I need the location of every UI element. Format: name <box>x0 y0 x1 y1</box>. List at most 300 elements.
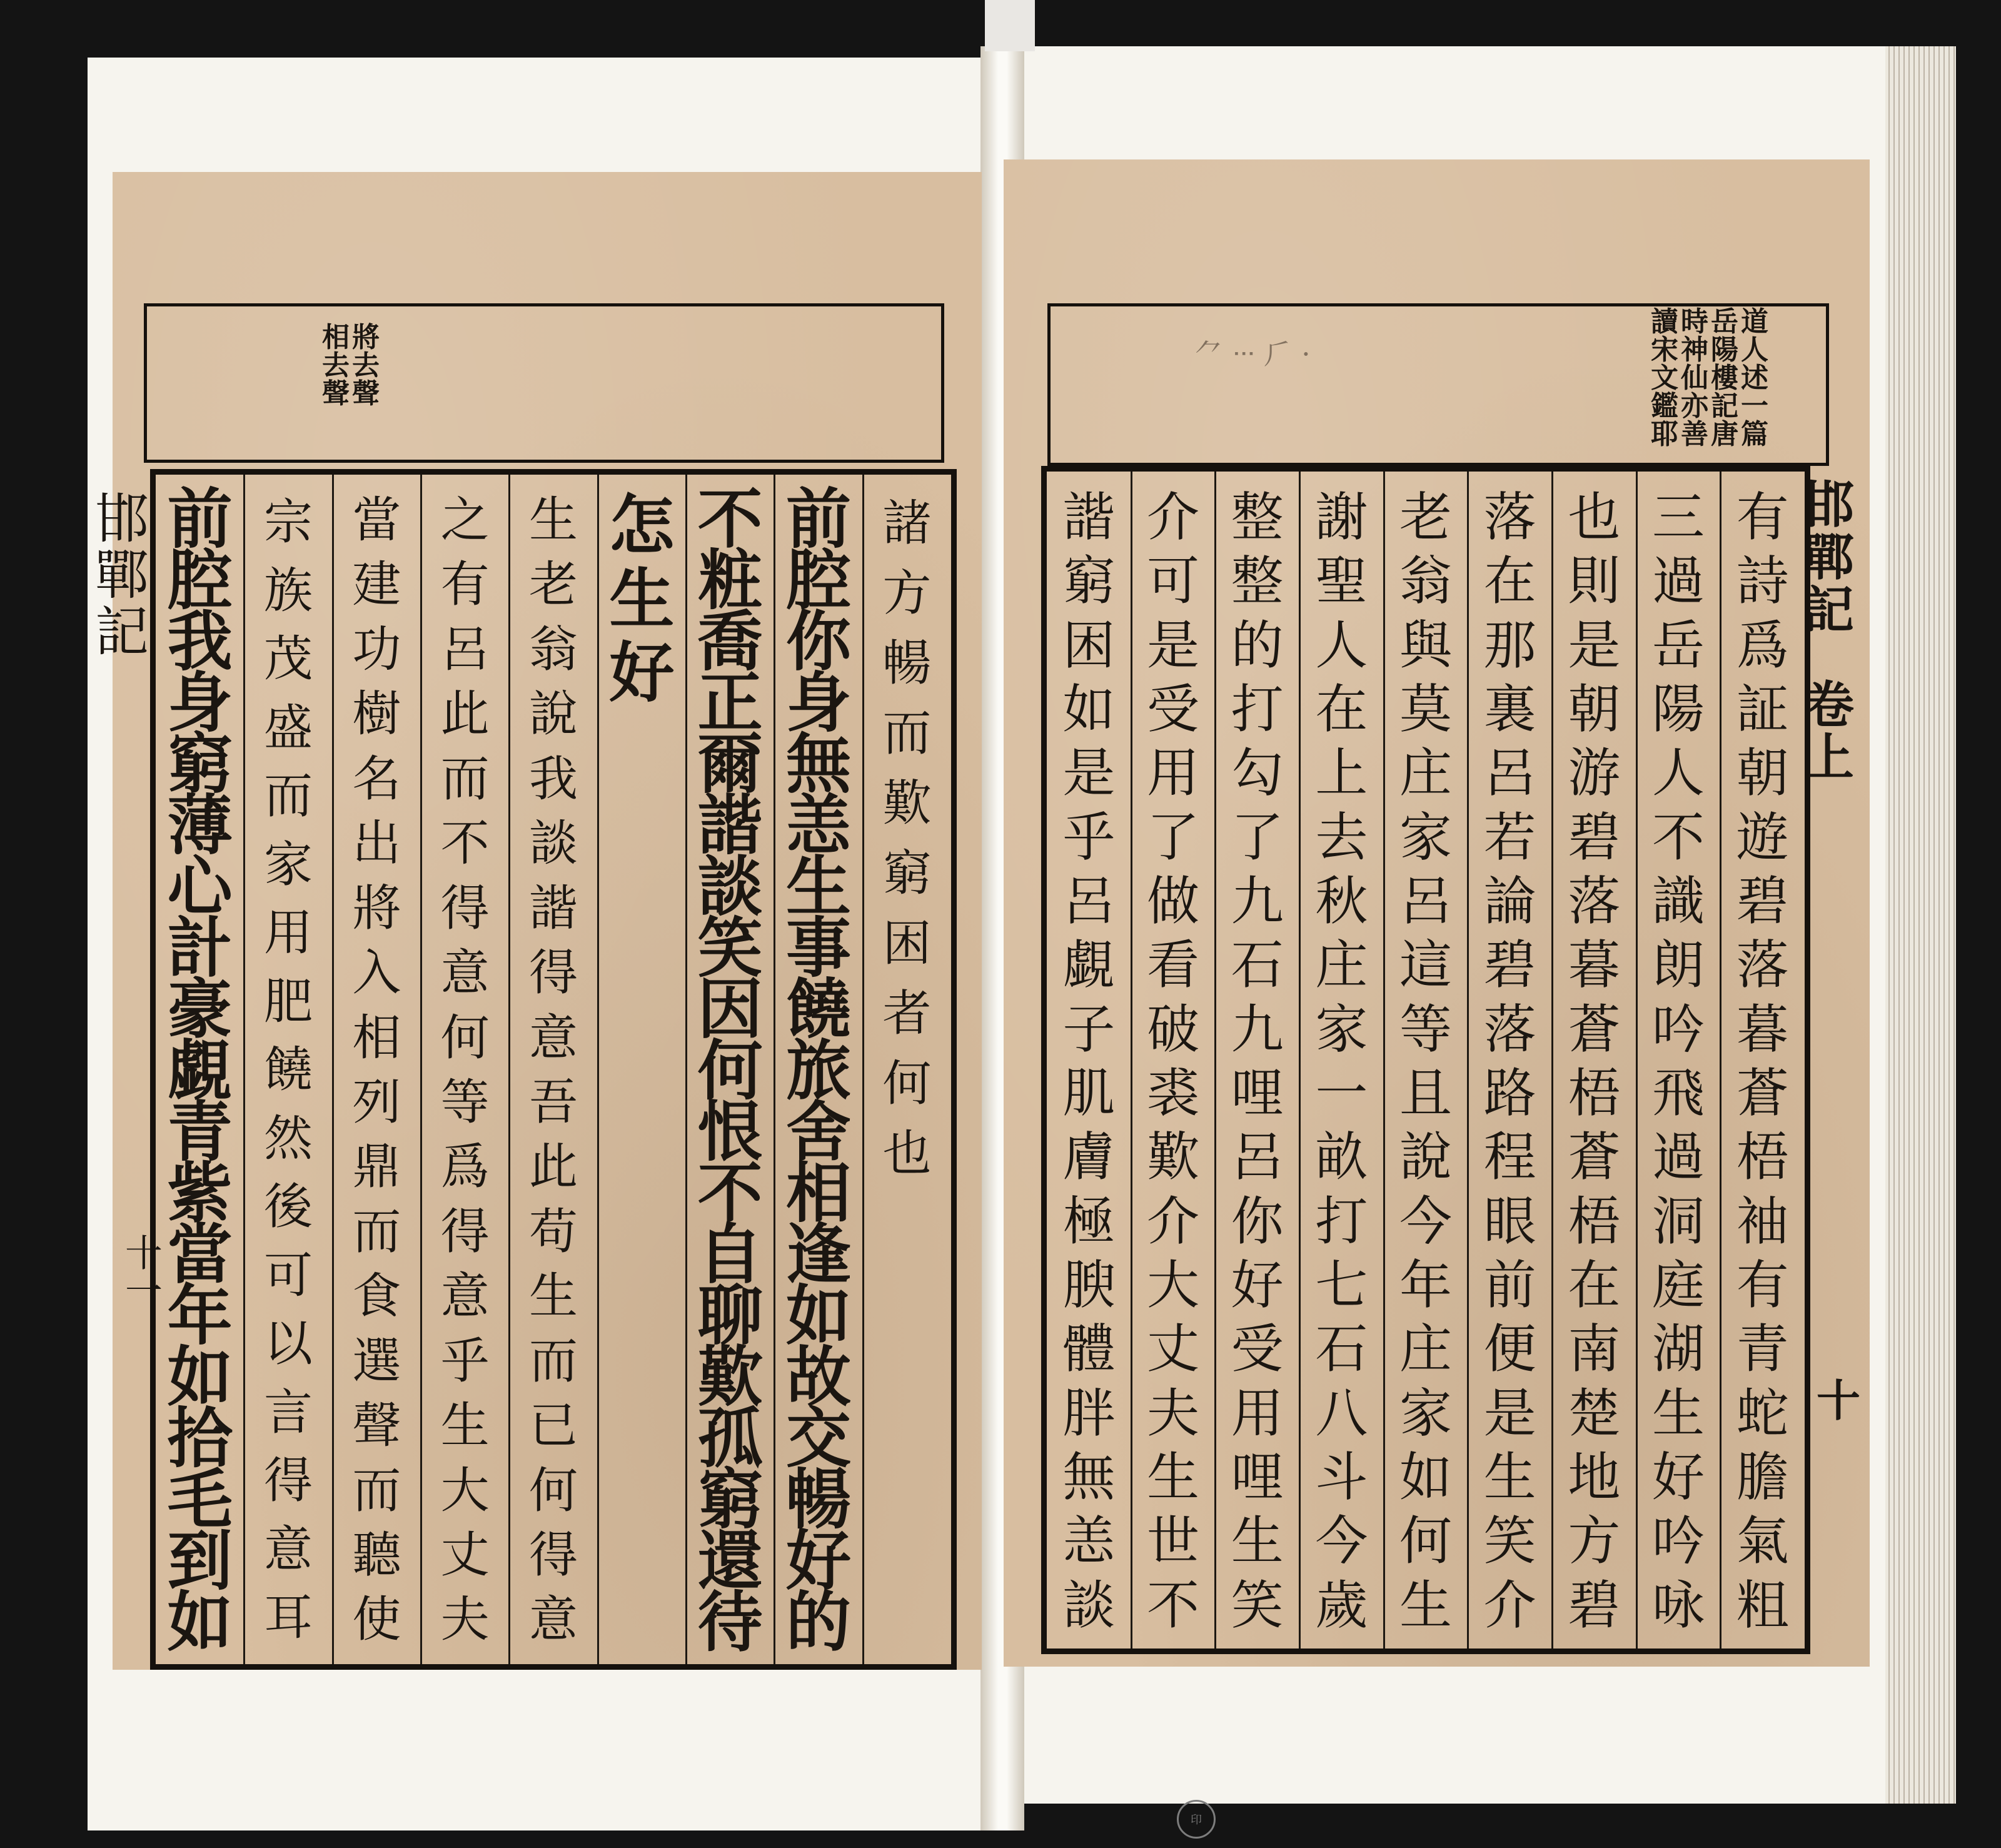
glyph: 呂 <box>1062 870 1116 932</box>
glyph: 豪 <box>167 971 233 1048</box>
header-note-col <box>1711 308 1738 448</box>
glyph: 的 <box>785 1583 851 1660</box>
glyph: 相 <box>352 1009 401 1066</box>
glyph: 恙 <box>785 787 851 864</box>
glyph: 程 <box>1483 1126 1536 1188</box>
glyph: 好 <box>1651 1446 1705 1508</box>
glyph: 不 <box>440 815 490 872</box>
glyph: 不 <box>697 1154 763 1231</box>
glyph: 得 <box>440 880 490 937</box>
glyph: 笑 <box>697 909 763 986</box>
text-column <box>156 475 244 1664</box>
glyph: 蛇 <box>1736 1382 1789 1444</box>
text-column <box>1720 472 1805 1649</box>
glyph: 世 <box>1146 1510 1199 1572</box>
glyph: 入 <box>352 945 401 1002</box>
glyph: 老 <box>528 557 578 613</box>
glyph: 落 <box>1736 934 1789 996</box>
glyph: 吟 <box>1651 998 1705 1060</box>
glyph: 暢 <box>785 1461 851 1538</box>
glyph: 我 <box>167 603 233 680</box>
right-header-note <box>1651 308 1768 448</box>
glyph: 族 <box>263 562 313 619</box>
glyph: 笑 <box>1483 1510 1536 1572</box>
glyph: 有 <box>440 557 490 613</box>
glyph: 歎 <box>697 1338 763 1415</box>
glyph: 毛 <box>167 1461 233 1538</box>
glyph: 將 <box>352 880 401 937</box>
glyph: 石 <box>1231 934 1284 996</box>
glyph: 宋 <box>1651 333 1678 366</box>
left-text-frame <box>150 469 957 1670</box>
glyph: 飛 <box>1651 1062 1705 1124</box>
glyph: 碧 <box>1568 806 1621 868</box>
text-column <box>1299 472 1384 1649</box>
glyph: 相 <box>785 1154 851 1231</box>
glyph: 鼎 <box>352 1139 401 1196</box>
glyph: 恨 <box>697 1093 763 1170</box>
glyph: 的 <box>1231 614 1284 676</box>
left-text-columns <box>156 475 951 1664</box>
glyph: 生 <box>1146 1446 1199 1508</box>
glyph: 卷 <box>1804 675 1854 734</box>
glyph: 畝 <box>1315 1126 1368 1188</box>
text-column <box>774 475 862 1664</box>
glyph: 困 <box>882 916 932 972</box>
glyph: 鄲 <box>95 544 149 607</box>
glyph: 時 <box>1681 306 1708 338</box>
glyph: 哩 <box>1231 1446 1284 1508</box>
header-note-col <box>1651 308 1678 448</box>
text-column <box>1384 472 1468 1649</box>
spine-tab <box>985 0 1035 51</box>
glyph: 身 <box>167 664 233 741</box>
glyph: 記 <box>1711 390 1738 422</box>
glyph: 可 <box>1146 550 1199 612</box>
text-column <box>1636 472 1721 1649</box>
glyph: 極 <box>1062 1190 1116 1252</box>
text-column <box>244 475 332 1664</box>
glyph: 整 <box>1231 550 1284 612</box>
glyph: 老 <box>1399 487 1452 548</box>
glyph: 膚 <box>1062 1126 1116 1188</box>
glyph: 爲 <box>1736 614 1789 676</box>
glyph: 爲 <box>440 1139 490 1196</box>
glyph: 上 <box>1315 742 1368 804</box>
glyph: 介 <box>1146 1190 1199 1252</box>
glyph: 也 <box>882 1126 932 1182</box>
glyph: 何 <box>697 1032 763 1109</box>
glyph: 庄 <box>1399 1318 1452 1380</box>
glyph: 梧 <box>1736 1126 1789 1188</box>
glyph: 方 <box>882 565 932 622</box>
glyph: 是 <box>1483 1382 1536 1444</box>
glyph: 聲 <box>322 377 350 410</box>
glyph: 而 <box>263 768 313 825</box>
glyph: 以 <box>263 1316 313 1373</box>
header-note-col <box>1681 308 1708 448</box>
glyph: 眼 <box>1483 1190 1536 1252</box>
glyph: 計 <box>167 909 233 986</box>
text-column <box>686 475 774 1664</box>
glyph: 過 <box>1651 550 1705 612</box>
glyph: 翁 <box>1399 550 1452 612</box>
glyph: 樓 <box>1711 361 1738 394</box>
glyph: 朝 <box>1568 678 1621 740</box>
glyph: 如 <box>1399 1446 1452 1508</box>
glyph: 得 <box>440 1203 490 1260</box>
glyph: 介 <box>1146 487 1199 548</box>
glyph: 腔 <box>167 542 233 619</box>
header-note-col <box>322 321 350 410</box>
glyph: 饒 <box>785 971 851 1048</box>
glyph: 八 <box>1315 1382 1368 1444</box>
glyph: 一 <box>1315 1062 1368 1124</box>
glyph: 詩 <box>1736 550 1789 612</box>
glyph: 言 <box>263 1384 313 1441</box>
glyph: 篇 <box>1741 418 1768 450</box>
glyph: 拾 <box>167 1400 233 1477</box>
glyph: 袖 <box>1736 1190 1789 1252</box>
glyph: 道 <box>1741 306 1768 338</box>
glyph: 邯 <box>1804 475 1854 534</box>
glyph: 咏 <box>1651 1574 1705 1636</box>
glyph: 建 <box>352 557 401 613</box>
glyph: 笑 <box>1231 1574 1284 1636</box>
glyph: 還 <box>697 1522 763 1599</box>
glyph: 論 <box>1483 870 1536 932</box>
glyph: 庭 <box>1651 1254 1705 1316</box>
glyph: 則 <box>1568 550 1621 612</box>
glyph: 不 <box>1146 1574 1199 1636</box>
glyph: 覷 <box>1062 934 1116 996</box>
glyph: 家 <box>263 836 313 893</box>
glyph: 落 <box>1483 487 1536 548</box>
left-margin-title <box>94 488 150 866</box>
glyph: 十 <box>125 1232 163 1276</box>
glyph: 耳 <box>263 1590 313 1647</box>
glyph: 是 <box>1146 614 1199 676</box>
glyph: 薄 <box>167 787 233 864</box>
glyph: 得 <box>263 1453 313 1510</box>
glyph: 到 <box>167 1522 233 1599</box>
glyph: 而 <box>882 705 932 762</box>
glyph: 使 <box>352 1592 401 1649</box>
glyph: 選 <box>352 1333 401 1390</box>
glyph: 而 <box>352 1203 401 1260</box>
glyph: 岳 <box>1651 614 1705 676</box>
right-leaf <box>1004 159 1870 1667</box>
glyph: 等 <box>440 1074 490 1131</box>
glyph: 紫 <box>167 1154 233 1231</box>
glyph: 聖 <box>1315 550 1368 612</box>
glyph: 諧 <box>1062 487 1116 548</box>
glyph: 庄 <box>1399 742 1452 804</box>
glyph: 歎 <box>882 775 932 832</box>
glyph: 楚 <box>1568 1382 1621 1444</box>
glyph: 介 <box>1483 1574 1536 1636</box>
glyph: 鄲 <box>1804 528 1854 587</box>
glyph: 你 <box>1231 1190 1284 1252</box>
glyph: 窮 <box>167 725 233 802</box>
glyph: 裘 <box>1146 1062 1199 1124</box>
glyph: 家 <box>1399 1382 1452 1444</box>
glyph: 去 <box>1315 806 1368 868</box>
glyph: 我 <box>528 750 578 807</box>
glyph: 人 <box>1315 614 1368 676</box>
text-column <box>1047 472 1131 1649</box>
glyph: 仙 <box>1681 361 1708 394</box>
glyph: 者 <box>882 986 932 1042</box>
glyph: 青 <box>167 1093 233 1170</box>
text-column <box>1468 472 1552 1649</box>
glyph: 有 <box>1736 487 1789 548</box>
glyph: 食 <box>352 1268 401 1325</box>
glyph: 翁 <box>528 621 578 678</box>
glyph: 受 <box>1231 1318 1284 1380</box>
faded-ink-mark: ⺈ ᐧᐧᐧ ⺁ · <box>1194 337 1311 371</box>
glyph: 打 <box>1231 678 1284 740</box>
glyph: 邯 <box>95 488 149 550</box>
glyph: 好 <box>609 634 675 711</box>
glyph: 膽 <box>1736 1446 1789 1508</box>
glyph: 了 <box>1146 806 1199 868</box>
glyph: 十 <box>1817 1375 1860 1426</box>
glyph: 相 <box>322 321 350 353</box>
glyph: 粧 <box>697 542 763 619</box>
glyph: 聲 <box>352 1398 401 1455</box>
glyph: 做 <box>1146 870 1199 932</box>
glyph: 讀 <box>1651 306 1678 338</box>
glyph: 好 <box>785 1522 851 1599</box>
glyph: 用 <box>263 905 313 962</box>
glyph: 諸 <box>882 495 932 552</box>
glyph: 暮 <box>1568 934 1621 996</box>
glyph: 若 <box>1483 806 1536 868</box>
library-stamp-label: 印 <box>1191 1814 1202 1827</box>
glyph: 梧 <box>1568 1062 1621 1124</box>
library-stamp-icon <box>1177 1800 1216 1839</box>
glyph: 記 <box>1804 580 1854 639</box>
right-text-frame <box>1041 466 1810 1654</box>
glyph: 也 <box>1568 487 1621 548</box>
glyph: 碧 <box>1568 1574 1621 1636</box>
glyph: 逢 <box>785 1216 851 1293</box>
glyph: 人 <box>1651 742 1705 804</box>
glyph: 裏 <box>1483 678 1536 740</box>
glyph: 何 <box>440 1009 490 1066</box>
glyph: 茂 <box>263 631 313 688</box>
glyph: 談 <box>528 815 578 872</box>
left-leaf <box>95 172 982 1670</box>
glyph: 意 <box>263 1521 313 1578</box>
glyph: 去 <box>352 349 380 381</box>
glyph: 孤 <box>697 1400 763 1477</box>
glyph: 聲 <box>352 377 380 410</box>
glyph: 宗 <box>263 494 313 550</box>
glyph: 生 <box>609 560 675 637</box>
glyph: 因 <box>697 971 763 1048</box>
glyph: 述 <box>1741 361 1768 394</box>
glyph: 窮 <box>882 846 932 902</box>
glyph: 丈 <box>440 1527 490 1583</box>
glyph: 一 <box>1741 390 1768 422</box>
glyph: 人 <box>1741 333 1768 366</box>
glyph: 功 <box>352 621 401 678</box>
glyph: 何 <box>528 1462 578 1519</box>
glyph: 已 <box>528 1398 578 1455</box>
glyph: 你 <box>785 603 851 680</box>
glyph: 在 <box>1315 678 1368 740</box>
glyph: 呂 <box>440 621 490 678</box>
glyph: 饒 <box>263 1042 313 1099</box>
glyph: 丈 <box>1146 1318 1199 1380</box>
glyph: 諧 <box>697 787 763 864</box>
glyph: 記 <box>95 600 149 664</box>
glyph: 七 <box>1315 1254 1368 1316</box>
glyph: 說 <box>1399 1126 1452 1188</box>
text-column <box>333 475 421 1664</box>
glyph: 九 <box>1231 870 1284 932</box>
glyph: 陽 <box>1651 678 1705 740</box>
text-column <box>863 475 951 1664</box>
glyph: 後 <box>263 1179 313 1236</box>
glyph: 神 <box>1681 333 1708 366</box>
glyph: 暢 <box>882 635 932 692</box>
glyph: 在 <box>1483 550 1536 612</box>
glyph: 前 <box>167 480 233 557</box>
glyph: 當 <box>352 492 401 548</box>
glyph: 如 <box>785 1277 851 1354</box>
text-column <box>509 475 597 1664</box>
glyph: 暮 <box>1736 998 1789 1060</box>
glyph: 此 <box>440 686 490 743</box>
glyph: 窮 <box>1062 550 1116 612</box>
glyph: 乎 <box>1062 806 1116 868</box>
glyph: 等 <box>1399 998 1452 1060</box>
glyph: 不 <box>1651 806 1705 868</box>
glyph: 鑑 <box>1651 390 1678 422</box>
glyph: 受 <box>1146 678 1199 740</box>
glyph: 碧 <box>1736 870 1789 932</box>
right-margin-folio <box>1817 1375 1860 1454</box>
glyph: 子 <box>1062 998 1116 1060</box>
glyph: 碧 <box>1483 934 1536 996</box>
glyph: 胖 <box>1062 1382 1116 1444</box>
glyph: 體 <box>1062 1318 1116 1380</box>
glyph: 聊 <box>697 1277 763 1354</box>
glyph: 舍 <box>785 1093 851 1170</box>
glyph: 與 <box>1399 614 1452 676</box>
glyph: 列 <box>352 1074 401 1131</box>
glyph: 生 <box>440 1398 490 1455</box>
glyph: 証 <box>1736 678 1789 740</box>
glyph: 亦 <box>1681 390 1708 422</box>
glyph: 生 <box>1651 1382 1705 1444</box>
glyph: 身 <box>785 664 851 741</box>
glyph: 青 <box>1736 1318 1789 1380</box>
glyph: 何 <box>1399 1510 1452 1572</box>
glyph: 前 <box>785 480 851 557</box>
glyph: 爾 <box>697 725 763 802</box>
glyph: 氣 <box>1736 1510 1789 1572</box>
glyph: 怎 <box>609 487 675 563</box>
glyph: 蒼 <box>1568 998 1621 1060</box>
glyph: 三 <box>1651 487 1705 548</box>
glyph: 今 <box>1315 1510 1368 1572</box>
glyph: 無 <box>785 725 851 802</box>
glyph: 游 <box>1568 742 1621 804</box>
glyph: 破 <box>1146 998 1199 1060</box>
glyph: 梧 <box>1568 1190 1621 1252</box>
glyph: 得 <box>528 1527 578 1583</box>
glyph: 樹 <box>352 686 401 743</box>
glyph: 斗 <box>1315 1446 1368 1508</box>
glyph: 之 <box>440 492 490 548</box>
glyph: 無 <box>1062 1446 1116 1508</box>
glyph: 洞 <box>1651 1190 1705 1252</box>
left-header-box <box>144 303 944 463</box>
glyph: 談 <box>1062 1574 1116 1636</box>
glyph: 這 <box>1399 934 1452 996</box>
glyph: 過 <box>1651 1126 1705 1188</box>
glyph: 出 <box>352 815 401 872</box>
glyph: 呂 <box>1399 870 1452 932</box>
glyph: 將 <box>352 321 380 353</box>
glyph: 蒼 <box>1568 1126 1621 1188</box>
glyph: 肥 <box>263 973 313 1030</box>
glyph: 而 <box>440 750 490 807</box>
glyph: 歎 <box>1146 1126 1199 1188</box>
glyph: 上 <box>1804 728 1854 787</box>
glyph: 事 <box>785 909 851 986</box>
glyph: 交 <box>785 1400 851 1477</box>
glyph: 而 <box>352 1462 401 1519</box>
glyph: 旅 <box>785 1032 851 1109</box>
glyph: 文 <box>1651 361 1678 394</box>
glyph: 大 <box>440 1462 490 1519</box>
text-column <box>598 475 686 1664</box>
left-header-note <box>322 321 380 410</box>
glyph: 腴 <box>1062 1254 1116 1316</box>
glyph: 朗 <box>1651 934 1705 996</box>
glyph: 九 <box>1231 998 1284 1060</box>
glyph: 得 <box>528 945 578 1002</box>
glyph: 生 <box>528 492 578 548</box>
glyph: 苟 <box>528 1203 578 1260</box>
glyph: 然 <box>263 1110 313 1167</box>
glyph: 好 <box>1231 1254 1284 1316</box>
glyph: 一 <box>125 1270 163 1313</box>
glyph: 秋 <box>1315 870 1368 932</box>
glyph: 正 <box>697 664 763 741</box>
glyph: 整 <box>1231 487 1284 548</box>
glyph: 打 <box>1315 1190 1368 1252</box>
glyph: 夫 <box>440 1592 490 1649</box>
glyph: 在 <box>1568 1254 1621 1316</box>
glyph: 哩 <box>1231 1062 1284 1124</box>
glyph: 覷 <box>167 1032 233 1109</box>
glyph: 前 <box>1483 1254 1536 1316</box>
glyph: 故 <box>785 1338 851 1415</box>
glyph: 便 <box>1483 1318 1536 1380</box>
glyph: 有 <box>1736 1254 1789 1316</box>
glyph: 地 <box>1568 1446 1621 1508</box>
glyph: 腔 <box>785 542 851 619</box>
glyph: 蒼 <box>1736 1062 1789 1124</box>
glyph: 呂 <box>1483 742 1536 804</box>
glyph: 岳 <box>1711 306 1738 338</box>
